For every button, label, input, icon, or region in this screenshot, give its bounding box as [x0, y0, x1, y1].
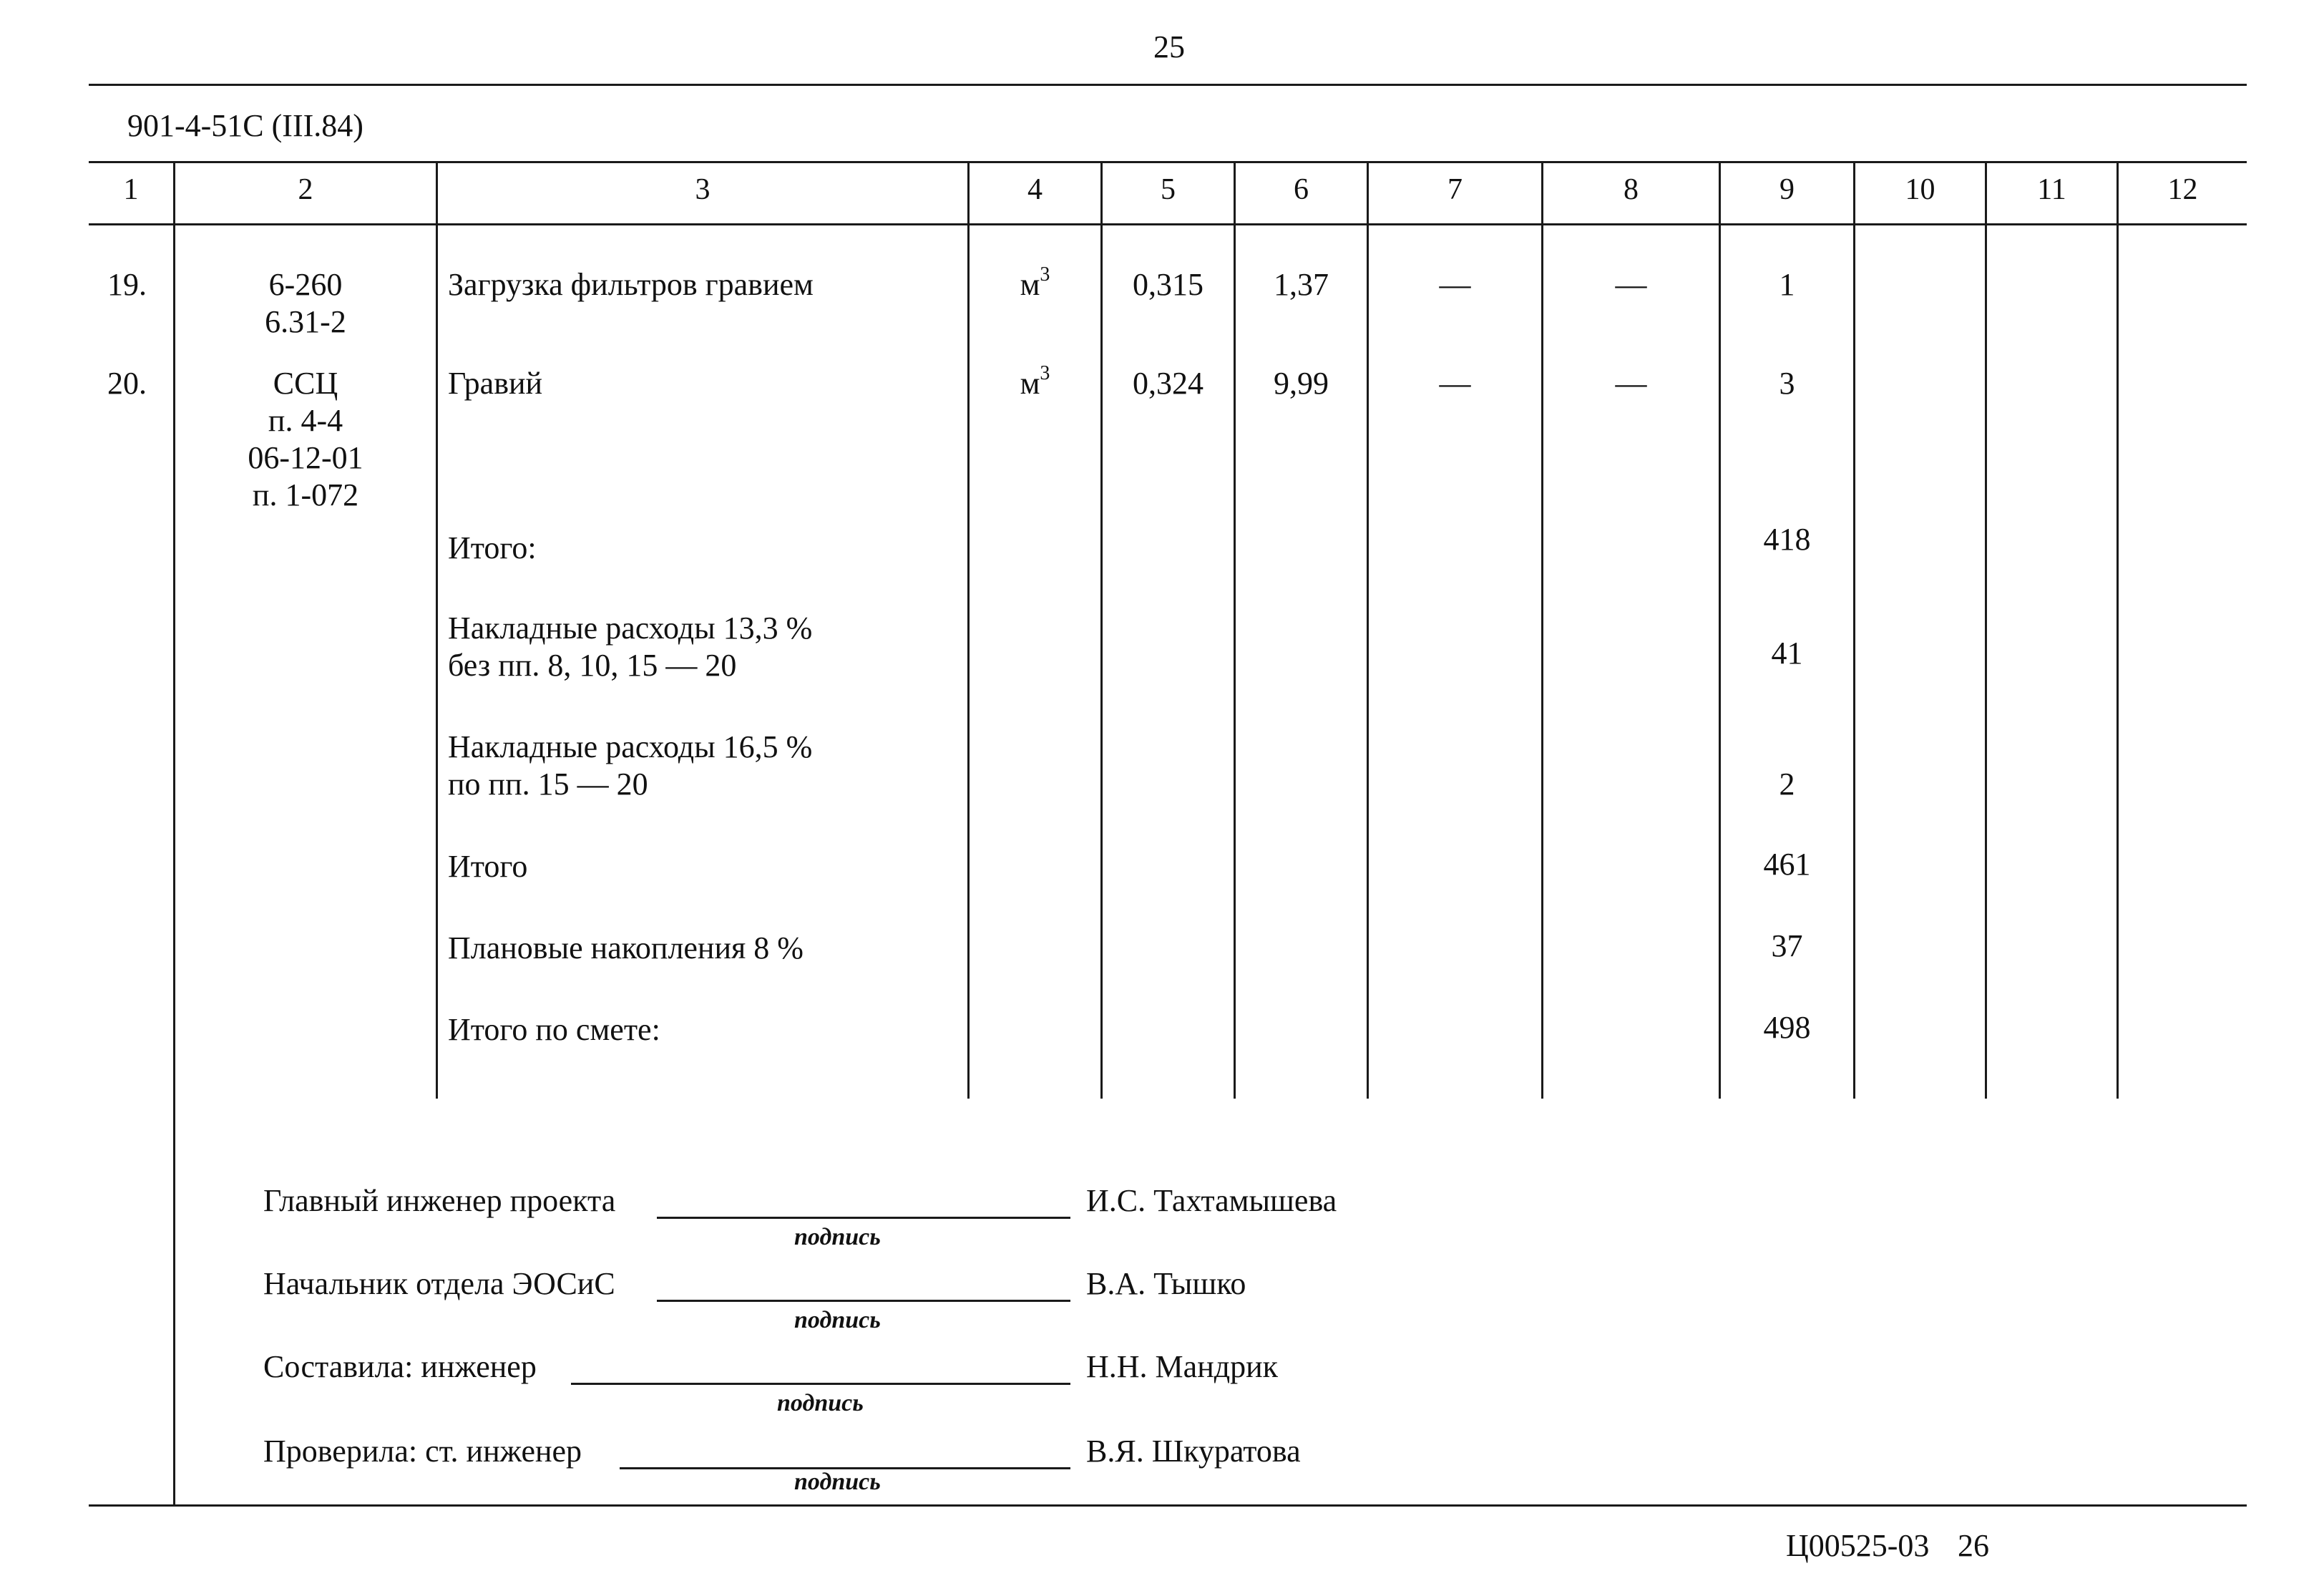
- page-number: 25: [1153, 29, 1185, 64]
- signature-line: [571, 1383, 1070, 1385]
- top-rule: [89, 84, 2247, 86]
- row-number: 20.: [107, 366, 147, 401]
- row-reference-line: 06-12-01: [248, 440, 363, 475]
- col-sep-11: [2116, 161, 2119, 1099]
- row-reference-line: п. 1-072: [252, 477, 359, 512]
- signature-role: Составила: инженер: [263, 1349, 537, 1384]
- row-quantity: 0,315: [1133, 267, 1204, 302]
- column-header-7: 7: [1447, 173, 1463, 206]
- row-col-8: —: [1615, 267, 1647, 302]
- signatory-name: Н.Н. Мандрик: [1086, 1349, 1279, 1384]
- row-unit-price: 9,99: [1274, 366, 1329, 401]
- column-header-1: 1: [123, 173, 139, 206]
- totals-value: 461: [1763, 847, 1811, 882]
- column-header-8: 8: [1624, 173, 1639, 206]
- row-reference-line: 6.31-2: [265, 304, 346, 339]
- row-name: Гравий: [448, 366, 543, 401]
- row-col-7: —: [1439, 366, 1471, 401]
- totals-value: 418: [1763, 522, 1811, 557]
- row-reference-line: п. 4-4: [268, 403, 343, 438]
- column-header-10: 10: [1905, 173, 1935, 206]
- signature-role: Главный инженер проекта: [263, 1183, 616, 1218]
- signatory-name: В.Я. Шкуратова: [1086, 1434, 1301, 1469]
- totals-label: Накладные расходы 13,3 %: [448, 610, 813, 646]
- row-total: 3: [1779, 366, 1795, 401]
- col-sep-10: [1985, 161, 1987, 1099]
- totals-label: Накладные расходы 16,5 %: [448, 729, 813, 764]
- column-header-6: 6: [1294, 173, 1309, 206]
- row-col-7: —: [1439, 267, 1471, 302]
- signatory-name: И.С. Тахтамышева: [1086, 1183, 1337, 1218]
- signature-line: [657, 1300, 1070, 1302]
- totals-value: 37: [1771, 928, 1803, 963]
- header-bottom-rule: [89, 223, 2247, 225]
- column-header-11: 11: [2037, 173, 2066, 206]
- column-header-2: 2: [298, 173, 313, 206]
- totals-label: Плановые накопления 8 %: [448, 930, 804, 965]
- footer-code: Ц00525-03: [1786, 1528, 1930, 1563]
- column-header-3: 3: [695, 173, 711, 206]
- row-quantity: 0,324: [1133, 366, 1204, 401]
- row-name: Загрузка фильтров гравием: [448, 267, 814, 302]
- column-header-9: 9: [1779, 173, 1795, 206]
- signature-role: Начальник отдела ЭОСиС: [263, 1266, 615, 1301]
- col-sep-2: [436, 161, 438, 1099]
- column-header-5: 5: [1161, 173, 1176, 206]
- signature-caption: подпись: [794, 1307, 881, 1333]
- totals-label: Итого по смете:: [448, 1012, 660, 1047]
- col-sep-9: [1853, 161, 1855, 1099]
- row-number: 19.: [107, 267, 147, 302]
- totals-label: Итого: [448, 849, 528, 884]
- totals-label: Итого:: [448, 530, 537, 565]
- document-code: 901-4-51С (III.84): [127, 108, 363, 143]
- row-reference-line: 6-260: [268, 267, 343, 302]
- column-header-12: 12: [2167, 173, 2198, 206]
- signatory-name: В.А. Тышко: [1086, 1266, 1246, 1301]
- signature-line: [657, 1217, 1070, 1219]
- row-total: 1: [1779, 267, 1795, 302]
- totals-value: 498: [1763, 1010, 1811, 1045]
- totals-value: 41: [1771, 636, 1803, 671]
- signature-caption: подпись: [794, 1469, 881, 1495]
- totals-value: 2: [1779, 767, 1795, 802]
- signature-caption: подпись: [777, 1390, 864, 1416]
- totals-label: без пп. 8, 10, 15 — 20: [448, 648, 737, 683]
- signature-caption: подпись: [794, 1224, 881, 1250]
- row-reference-line: ССЦ: [273, 366, 338, 401]
- row-unit: $м^3$: [1020, 362, 1050, 401]
- signature-role: Проверила: ст. инженер: [263, 1434, 582, 1469]
- footer-page-number: 26: [1958, 1528, 1989, 1563]
- row-unit: $м^3$: [1020, 263, 1050, 302]
- row-col-8: —: [1615, 366, 1647, 401]
- header-top-rule: [89, 161, 2247, 163]
- row-unit-price: 1,37: [1274, 267, 1329, 302]
- col-sep-1: [173, 161, 175, 1507]
- bottom-rule: [89, 1504, 2247, 1507]
- column-header-4: 4: [1027, 173, 1043, 206]
- totals-label: по пп. 15 — 20: [448, 767, 648, 802]
